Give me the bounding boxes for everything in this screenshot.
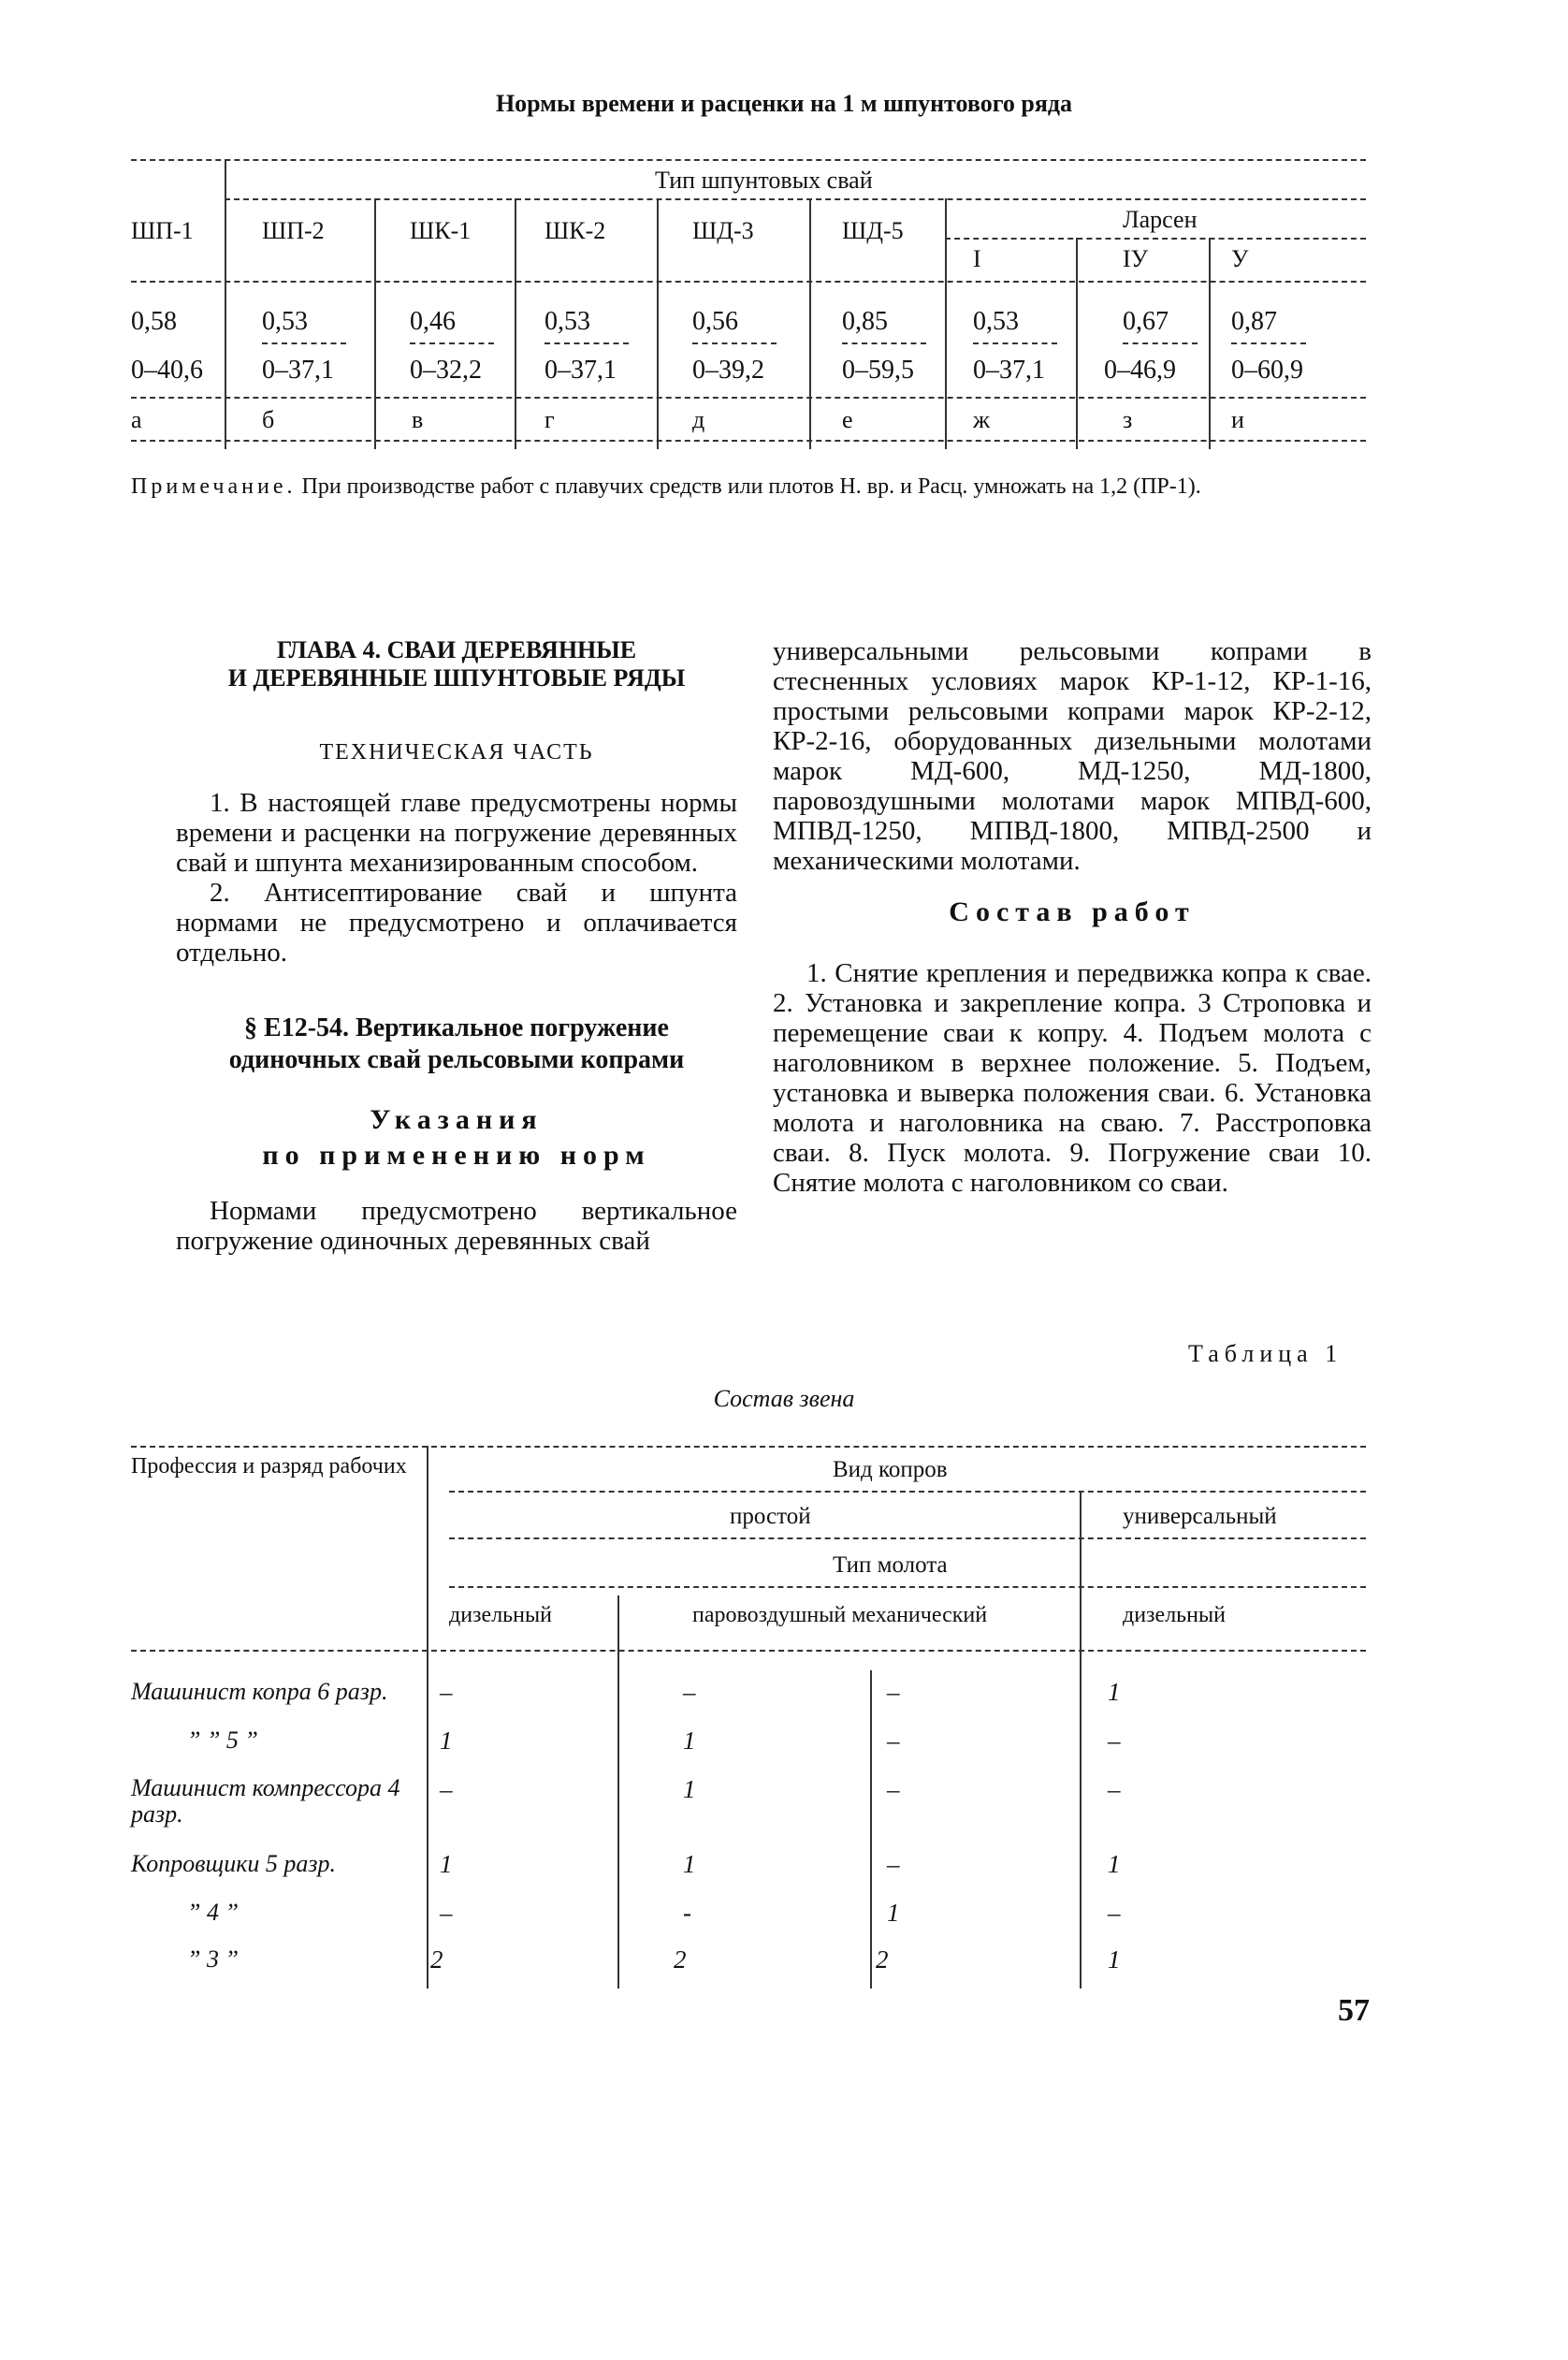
header-vid: Вид копров bbox=[833, 1457, 948, 1482]
section-title-2: одиночных свай рельсовыми копрами bbox=[228, 1045, 685, 1074]
col-letter: д bbox=[692, 406, 705, 433]
col-letter: з bbox=[1123, 406, 1133, 433]
col-header: ШД-5 bbox=[842, 217, 904, 244]
larsen-header: Ларсен bbox=[1123, 206, 1198, 233]
note-lead: Примечание. bbox=[131, 474, 297, 499]
cell-value: 1 bbox=[683, 1726, 696, 1755]
chapter-title-1: ГЛАВА 4. СВАИ ДЕРЕВЯННЫЕ bbox=[276, 636, 637, 663]
col-letter: ж bbox=[973, 406, 990, 433]
col-letter: а bbox=[131, 406, 142, 433]
price-value: 0–37,1 bbox=[544, 356, 617, 385]
cell-value: – bbox=[440, 1678, 453, 1706]
cell-value: – bbox=[440, 1775, 453, 1803]
price-value: 0–39,2 bbox=[692, 356, 764, 385]
col-letter: е bbox=[842, 406, 853, 433]
section-title-1: § Е12-54. Вертикальное погружение bbox=[244, 1013, 669, 1042]
time-value: 0,58 bbox=[131, 307, 177, 336]
price-value: 0–40,6 bbox=[131, 356, 203, 385]
col-header: ШП-1 bbox=[131, 217, 194, 244]
note-text: При производстве работ с плавучих средств или плотов Н. вр. и Расц. умножать на 1,2 (ПР-1). bbox=[296, 474, 1201, 499]
cell-value: – bbox=[887, 1678, 900, 1706]
cell-value: – bbox=[1108, 1726, 1121, 1755]
col-header: ШД-3 bbox=[692, 217, 754, 244]
col-header: IУ bbox=[1123, 245, 1149, 272]
header-profession: Профессия и разряд рабочих bbox=[131, 1454, 407, 1479]
row-label: Копровщики 5 разр. bbox=[131, 1850, 336, 1877]
page-number: 57 bbox=[1338, 1993, 1370, 2028]
table-title: Нормы времени и расценки на 1 м шпунтового ряда bbox=[495, 90, 1073, 117]
header-simple: простой bbox=[730, 1504, 811, 1529]
para-3-continued: универсальными рельсовыми копрами в стесненных условиях марок КР-1-12, КР-1-16, простыми рельсовыми копрами марок КР-2-12, КР-2-16, оборудованных дизельными молотами марок МД-600, МД-1250, МД-1800, паровоздушными молотами марок МПВД-600, МПВД-1250, МПВД-1800, МПВД-2500 и механическими молотами. bbox=[773, 636, 1372, 876]
price-value: 0–32,2 bbox=[410, 356, 482, 385]
row-label: Машинист компрессора 4 разр. bbox=[131, 1774, 400, 1828]
header-hammer-type: Тип молота bbox=[833, 1552, 948, 1578]
para-1: 1. В настоящей главе предусмотрены нормы времени и расценки на погружение деревянных свай и шпунта механизированным способом. bbox=[176, 788, 737, 878]
cell-value: 2 bbox=[430, 1945, 443, 1974]
time-value: 0,87 bbox=[1231, 307, 1277, 336]
cell-value: 2 bbox=[674, 1945, 687, 1974]
cell-value: – bbox=[887, 1775, 900, 1803]
price-value: 0–37,1 bbox=[973, 356, 1045, 385]
header-diesel-2: дизельный bbox=[1123, 1603, 1226, 1627]
cell-value: 1 bbox=[440, 1850, 453, 1878]
cell-value: 2 bbox=[876, 1945, 889, 1974]
table-caption: Состав звена bbox=[713, 1385, 855, 1412]
col-letter: в bbox=[412, 406, 424, 433]
header-universal: универсальный bbox=[1123, 1504, 1277, 1529]
col-header: ШК-1 bbox=[410, 217, 472, 244]
cell-value: – bbox=[683, 1678, 696, 1706]
table-label: Таблица 1 bbox=[1188, 1340, 1343, 1367]
para-3: Нормами предусмотрено вертикальное погружение одиночных деревянных свай bbox=[176, 1196, 737, 1256]
left-column bbox=[176, 636, 737, 1256]
cell-value: – bbox=[887, 1850, 900, 1878]
price-value: 0–60,9 bbox=[1231, 356, 1303, 385]
works-list: 1. Снятие крепления и передвижка копра к свае. 2. Установка и закрепление копра. 3 Строповка и перемещение сваи к копру. 4. Подъем молота с наголовником в верхнее положение. 5. Подъем, установка и выверка положения сваи. 6. Установка молота и наголовника на сваю. 7. Расстроповка сваи. 8. Пуск молота. 9. Погружение сваи 10. Снятие молота с наголовником со сваи. bbox=[773, 958, 1372, 1198]
row-label: ” ” 5 ” bbox=[187, 1726, 258, 1754]
cell-value: – bbox=[1108, 1899, 1121, 1927]
ukaz-heading-2: по применению норм bbox=[262, 1140, 651, 1171]
time-value: 0,67 bbox=[1123, 307, 1169, 336]
time-value: 0,53 bbox=[544, 307, 590, 336]
para-2: 2. Антисептирование свай и шпунта нормами не предусмотрено и оплачивается отдельно. bbox=[176, 878, 737, 968]
price-value: 0–46,9 bbox=[1104, 356, 1176, 385]
price-value: 0–37,1 bbox=[262, 356, 334, 385]
ukaz-heading-1: Указания bbox=[370, 1104, 544, 1135]
cell-value: 1 bbox=[1108, 1945, 1121, 1974]
time-value: 0,85 bbox=[842, 307, 888, 336]
table-note bbox=[131, 473, 1375, 501]
col-letter: и bbox=[1231, 406, 1244, 433]
time-value: 0,53 bbox=[973, 307, 1019, 336]
col-letter: г bbox=[544, 406, 555, 433]
header-diesel-1: дизельный bbox=[449, 1603, 552, 1627]
header-steam-mech: паровоздушный механический bbox=[692, 1603, 988, 1627]
time-value: 0,53 bbox=[262, 307, 308, 336]
sostav-heading: Состав работ bbox=[949, 896, 1196, 927]
col-letter: б bbox=[262, 406, 275, 433]
cell-value: 1 bbox=[683, 1775, 696, 1803]
cell-value: 1 bbox=[1108, 1850, 1121, 1878]
time-value: 0,56 bbox=[692, 307, 738, 336]
chapter-title-2: И ДЕРЕВЯННЫЕ ШПУНТОВЫЕ РЯДЫ bbox=[227, 664, 686, 692]
cell-value: 1 bbox=[887, 1899, 900, 1927]
row-label: ” 3 ” bbox=[187, 1945, 239, 1973]
col-header: ШК-2 bbox=[544, 217, 606, 244]
col-header: ШП-2 bbox=[262, 217, 325, 244]
col-header: I bbox=[973, 245, 981, 272]
col-header: У bbox=[1231, 245, 1249, 272]
cell-value: – bbox=[440, 1899, 453, 1927]
cell-value: 1 bbox=[683, 1850, 696, 1878]
row-label: Машинист копра 6 разр. bbox=[131, 1678, 388, 1705]
norms-table bbox=[131, 159, 1366, 449]
cell-value: – bbox=[1108, 1775, 1121, 1803]
group-header: Тип шпунтовых свай bbox=[655, 167, 873, 194]
cell-value: - bbox=[683, 1899, 691, 1927]
cell-value: 1 bbox=[1108, 1678, 1121, 1706]
time-value: 0,46 bbox=[410, 307, 456, 336]
row-label: ” 4 ” bbox=[187, 1899, 239, 1926]
price-value: 0–59,5 bbox=[842, 356, 914, 385]
right-column bbox=[773, 636, 1372, 1198]
crew-table bbox=[131, 1446, 1366, 1989]
cell-value: 1 bbox=[440, 1726, 453, 1755]
tech-heading: ТЕХНИЧЕСКАЯ ЧАСТЬ bbox=[319, 740, 594, 765]
cell-value: – bbox=[887, 1726, 900, 1755]
